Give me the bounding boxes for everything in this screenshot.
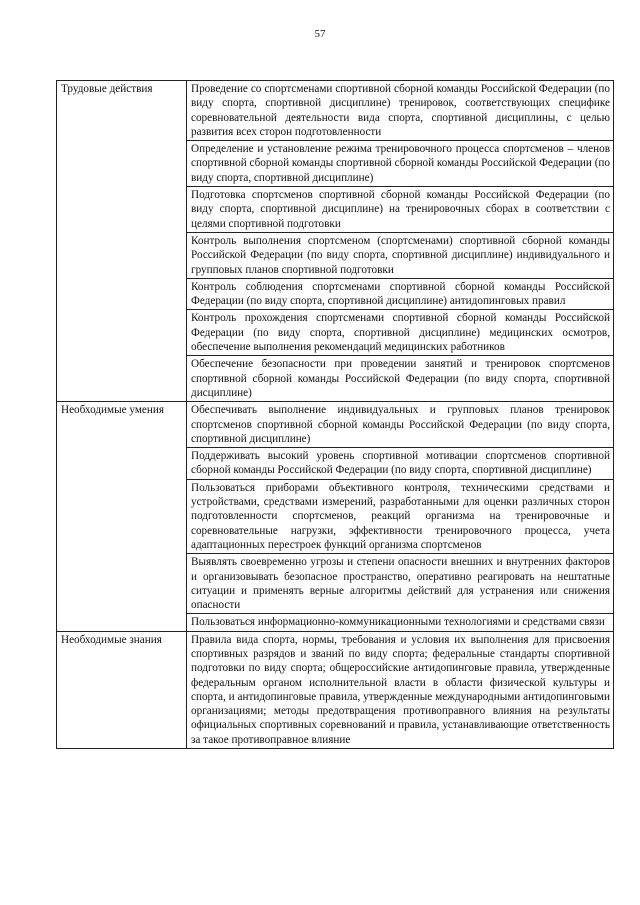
skill-item: Пользоваться информационно-коммуникационными технологиями и средствами связи	[187, 614, 614, 631]
section-label-labor-actions: Трудовые действия	[57, 81, 187, 402]
table-row	[57, 402, 614, 448]
labor-action-item: Обеспечение безопасности при проведении занятий и тренировок спортсменов спортивной сборной команды Российской Федерации (по виду спорта, спортивной дисциплине)	[187, 356, 614, 402]
section-label-required-skills: Необходимые умения	[57, 402, 187, 631]
labor-action-item: Контроль соблюдения спортсменами спортивной сборной команды Российской Федерации (по виду спорта, спортивной дисциплине) антидопинговых правил	[187, 278, 614, 310]
skill-item: Поддерживать высокий уровень спортивной мотивации спортсменов спортивной сборной команды Российской Федерации (по виду спорта, спортивной дисциплине)	[187, 448, 614, 480]
section-label-required-knowledge: Необходимые знания	[57, 631, 187, 748]
knowledge-item: Правила вида спорта, нормы, требования и условия их выполнения для присвоения спортивных разрядов и званий по виду спорта; федеральные стандарты спортивной подготовки по виду спорта; общероссийские антидопинговые правила, утвержденные федеральным органом исполнительной власти в области физической культуры и спорта, и антидопинговые правила, утвержденные международными антидопинговыми организациями; методы предотвращения противоправного влияния на результаты официальных спортивных соревнований и правила, устанавливающие ответственность за такое противоправное влияние	[187, 631, 614, 748]
labor-action-item: Контроль прохождения спортсменами спортивной сборной команды Российской Федерации (по виду спорта, спортивной дисциплине) медицинских осмотров, обеспечение выполнения рекомендаций медицинских работников	[187, 310, 614, 356]
labor-action-item: Контроль выполнения спортсменом (спортсменами) спортивной сборной команды Российской Федерации (по виду спорта, спортивной дисциплине) индивидуального и групповых планов спортивной подготовки	[187, 232, 614, 278]
labor-action-item: Определение и установление режима тренировочного процесса спортсменов – членов спортивной сборной команды спортивной сборной команды Российской Федерации (по виду спорта, спортивной дисциплине)	[187, 141, 614, 187]
labor-action-item: Проведение со спортсменами спортивной сборной команды Российской Федерации (по виду спорта, спортивной дисциплине) тренировок, соответствующих специфике соревновательной деятельности вида спорта, спортивной дисциплины, с целью развития всех сторон подготовленности	[187, 81, 614, 141]
table-row	[57, 81, 614, 141]
skill-item: Выявлять своевременно угрозы и степени опасности внешних и внутренних факторов и организовывать безопасное пространство, оперативно реагировать на нештатные ситуации и применять верные алгоритмы действий для устранения или снижения опасности	[187, 554, 614, 614]
skill-item: Пользоваться приборами объективного контроля, техническими средствами и устройствами, средствами измерений, разработанными для оценки различных сторон подготовленности спортсменов, реакций организма на тренировочные и соревновательные нагрузки, эффективности тренировочного процесса, учета адаптационных перестроек функций организма спортсменов	[187, 479, 614, 553]
skill-item: Обеспечивать выполнение индивидуальных и групповых планов тренировок спортсменов спортивной сборной команды Российской Федерации (по виду спорта, спортивной дисциплине)	[187, 402, 614, 448]
labor-action-item: Подготовка спортсменов спортивной сборной команды Российской Федерации (по виду спорта, спортивной дисциплине) на тренировочных сборах в соответствии с целями спортивной подготовки	[187, 187, 614, 233]
table-row	[57, 631, 614, 748]
qualification-table	[56, 80, 614, 749]
page-number: 57	[314, 28, 326, 40]
